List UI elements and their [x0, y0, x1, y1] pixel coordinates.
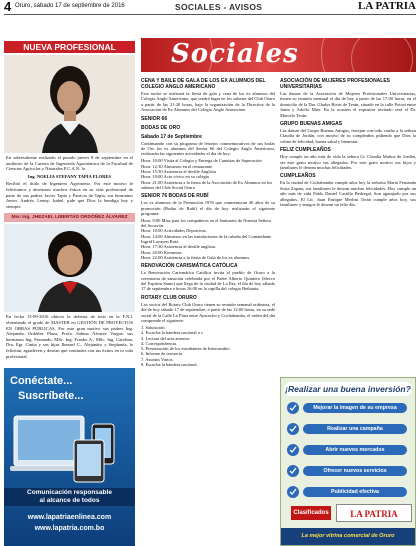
list-item: Hora: 10:00 Actividades Deportivas. — [141, 228, 207, 234]
section-text: Esta noche se realizará la fiesta de gala y cena de los ex alumnos del Colegio Anglo Americano, que tendrá lugar en los salones del Club Oruro a partir de las 21:30 horas, bajo la organización de la Directiva de la Asociación de Ex Alumnos del Colegio Anglo Americano. — [141, 91, 275, 113]
section-text: La Renovación Carismática Católica invita al pueblo de Oruro a la ceremonia de sanación celebrada por el Padre Alberto Quintero (Siervo del Espíritu Santo) que llega de la ciudad de La Paz, el día de hoy sábado 17 de septiembre a horas 16:00 en la capilla del colegio Bethania. — [141, 270, 275, 292]
ad-benefit-item: Abrir nuevos mercados — [303, 445, 407, 455]
ad-message-line-1: Comunicación responsable — [27, 489, 112, 496]
section-text: Las damas del Grupo Buenas Amigas, festejan con todo cariño a la señora Claudia de Jordán, con motivo de su compleaños pidiendo que Dios la colme de felicidad, buena salud y bienestar. — [280, 128, 416, 144]
list-item: 7. Asuntos Varios. — [141, 356, 174, 362]
master-degree-title: Msc Ing. JHEZAEL LIBERTAD ORDÓÑEZ ÁLVAREZ — [4, 213, 135, 222]
section-text: Los ex alumnos de la Promoción 1976 que conmemoran 40 años de su promoción (Bodas de Rubí) el día de hoy realizarán el siguiente programa: — [141, 200, 275, 216]
list-item: Hora: 20:00 Kermesse. — [141, 249, 183, 255]
ad-url-1[interactable]: www.lapatriaenlinea.com — [27, 514, 112, 521]
page-number: 4 — [4, 0, 12, 14]
list-item: Hora: 22:00 Asistencia a la fiesta de Gala de los ex alumnos. — [141, 254, 251, 260]
list-item: Hora: 17:30 Asistencia al desfile anglista. — [141, 244, 216, 250]
list-item: Hora: 15:30 Asistencia al desfile Anglista — [141, 168, 216, 174]
section-text: En la ciudad de Cochabamba cumple años hoy la señorita María Fernanda Soria Zapata, sus familiares le desean muchas felicidades. Hoy cumple un año más de vida Pablo Daniel Castillo Bedregal, Son agasajado por sus allegados. El Lic. Juan Enrique Merlini Terán cumple años hoy, sus familiares y amigos le desean un feliz día. — [280, 180, 416, 208]
list-item: Hora: 9:00 Misa para los compañeros en el Santuario de Nuestra Señora del Socavón. — [141, 217, 271, 229]
ad-message-line-2: al alcance de todos — [39, 497, 100, 504]
section-heading: CENA Y BAILE DE GALA DE LOS EX ALUMNOS DEL COLEGIO ANGLO AMERICANO — [141, 78, 266, 90]
section-heading: RENOVACIÓN CARISMÁTICA CATÓLICA — [141, 263, 238, 270]
list-item: 2. Escucha la bandera nacional a c. — [141, 330, 204, 336]
section-heading: SENIOR 76 BODAS DE RUBÍ — [141, 193, 209, 200]
banner-swirl — [351, 38, 413, 72]
list-item: Hora: 21:00 Asistencia a la fiesta de la Asociación de Ex Alumnos en los salones del Club Social Oruro — [141, 179, 273, 190]
section-text: Las damas de la Asociación de Mujeres Profesionales Universitarias, tienen su reunión mensual el día de hoy a partir de las 17:00 horas, en el domicilio de la Dra. Gladys Rivas de Terán, situado en la calle Potosí entre Junín y Adolfo Mier. En la ocasión el expositor invitado será el Dr. Marcelo Terán. — [280, 91, 416, 118]
section-heading: GRUPO BUENAS AMIGAS — [280, 121, 343, 128]
ad-benefit-item: Realizar una campaña — [303, 424, 407, 434]
graduate-photo-1 — [4, 55, 135, 153]
list-item: Hora: 14:00 Almuerzo en las instalaciones de la cabaña del Comandante Ingrid Lavayen Ruiz. — [141, 233, 272, 245]
section-text: Hoy cumple un año más de vida la señora Cr. Claudia Muñoz de Jordán, ser este grato motivo sus allegados. Por este grato motivo sus hijos y familiares le desean muchas felicidades. — [280, 154, 416, 171]
ad-category: Clasificados — [291, 506, 331, 520]
section-heading: SENIOR 66 — [141, 115, 168, 122]
section-heading: ROTARY CLUB ORURO — [141, 294, 197, 301]
ad-title: ¡Realizar una buena inversión? — [285, 384, 411, 394]
subscription-ad[interactable] — [4, 368, 135, 546]
ad-benefit-item: Publicidad efectiva — [303, 487, 407, 497]
section-heading: ASOCIACIÓN DE MUJERES PROFESIONALES UNIVERSITARIAS — [280, 78, 391, 90]
sociales-banner — [141, 38, 416, 72]
list-item: 6. Informe de tesorería. — [141, 351, 184, 357]
section-text: Los socios del Rotary Club Oruro tienen su reunión semanal ordinaria, el día de hoy sábado 17 de septiembre, a partir de las 12:00 horas, en su sede social de la Calle La Plata entre Ayacucho y Cochabamba, el orden del día comprende el siguiente: — [141, 301, 275, 324]
list-item: 4. Correspondencia. — [141, 340, 178, 346]
right-column — [280, 75, 416, 375]
devices-illustration — [10, 406, 130, 486]
section-date: Sábado 17 de Septiembre — [141, 133, 202, 140]
new-professional-title: NUEVA PROFESIONAL — [4, 41, 135, 53]
list-item: 3. Lectura del acta anterior. — [141, 335, 191, 341]
list-item: Hora: 10:00 Visita al Colegio y Entrega de Canastas de Superación — [141, 158, 262, 164]
ad-logo: LA PATRIA — [336, 504, 412, 522]
section-heading: CUMPLEAÑOS — [280, 173, 316, 180]
section-subheading: BODAS DE ORO — [141, 124, 181, 131]
new-professional-text: En sobresaliente realizado el pasado jueves 8 de septiembre en el auditorio de la Carrera de Ingeniería Agronómica de la Facultad de Ciencias Agrícolas y Naturales F.C.A.N. la — [6, 155, 133, 172]
banner-title: Sociales — [171, 39, 299, 69]
check-icons — [285, 400, 301, 500]
ad-subscribe-text: Suscríbete... — [18, 390, 84, 402]
new-professional-text-2: Recibió el título de Ingeniero Agrónomo. Por este motivo le felicitamos y deseamos muchos éxitos en su vida profesional de parte de sus padres Javier Tapia y Patricia de Tapia, sus hermanos Javier, Andrés, Lenny, Isabel, pide que Dios la bendiga hoy y siempre. — [6, 181, 133, 209]
section-heading: FELIZ CUMPLEAÑOS — [280, 147, 331, 154]
newspaper-logo: LA PATRIA — [358, 0, 416, 12]
list-item: 5. Presentación de los estudiantes de Intercambio. — [141, 346, 231, 352]
ad-url-2[interactable]: www.lapatria.com.bo — [34, 525, 105, 532]
list-item: Hora: 19:00 Acto cívico en su colegio — [141, 174, 210, 180]
page-header — [4, 0, 416, 15]
list-item: 1. Salutación. — [141, 324, 166, 330]
section-text: Continuando con su programa de festejos conmemorativos de sus bodas de Oro los ex alumnos del Senior 66 del Colegio Anglo Americano, realizarán las siguientes actividades el día de hoy: — [141, 140, 275, 157]
page-date: Oruro, sábado 17 de septiembre de 2016 — [15, 3, 125, 9]
advertising-ad[interactable] — [280, 377, 416, 546]
ad-benefit-item: Mejorar la imagen de su empresa — [303, 403, 407, 413]
ad-slogan: La mejor vitrina comercial de Oruro — [281, 528, 415, 545]
graduate-photo-2 — [4, 224, 135, 312]
ad-benefit-item: Ofrecer nuevos servicios — [303, 466, 407, 476]
master-degree-text: En fecha 15-09-2016 obtuvo la defensa de tesis en la F.N.I. obteniendo el grado de MASTER en GESTIÓN DE PROYECTOS EN OBRAS PÚBLICAS. Por este gran motivo sus padres Ing. Alejandro Ordóñez Plaza, Profa. Sabina Álvarez Vargas, sus hermanos Ing. Fernando, MSc. Ing. Franko A., MSc. Ing. Carolina, Dra. Egr. Cintia y sus hijas Jhezael C., Alejandro y Stephanía, le felicitan, agradecen y desean que continúes con tus éxitos en tu vida profesional. — [6, 314, 133, 359]
new-professional-name: Ing. NOELIA STEFANY TAPIA FLORES — [27, 173, 112, 179]
list-item: 8. Escucha la bandera nacional. — [141, 362, 198, 368]
left-column — [4, 38, 135, 546]
section-title: SOCIALES - AVISOS — [175, 2, 263, 12]
ad-connect-text: Conéctate... — [10, 375, 73, 387]
list-item: Hora: 12:30 Almuerzo en el restaurante — [141, 163, 213, 169]
middle-column — [141, 75, 275, 546]
